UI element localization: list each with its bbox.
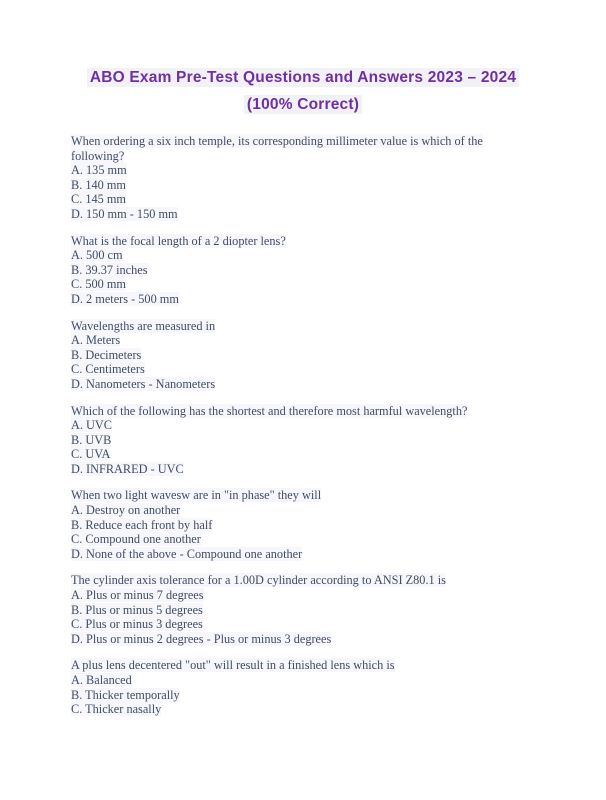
text-line <box>71 673 542 688</box>
text-line-content: C. Plus or minus 3 degrees <box>71 617 203 632</box>
text-line-content: Wavelengths are measured in <box>71 318 216 333</box>
text-line-content: A. Meters <box>71 333 121 348</box>
text-line-content: C. Thicker nasally <box>71 702 162 717</box>
text-line-content: A. Plus or minus 7 degrees <box>71 588 204 603</box>
text-line <box>71 433 542 448</box>
text-line-content: C. UVA <box>71 447 111 462</box>
text-line-content: B. Decimeters <box>71 347 142 362</box>
text-line <box>71 462 542 477</box>
text-line <box>71 149 542 164</box>
text-line <box>71 178 542 193</box>
page-title-line-1: ABO Exam Pre-Test Questions and Answers 2023 – 2024 <box>0 64 606 91</box>
text-line <box>71 277 542 292</box>
text-line <box>71 658 542 673</box>
text-line <box>71 447 542 462</box>
text-line <box>71 547 542 562</box>
page-title-line-2: (100% Correct) <box>0 91 606 118</box>
text-line-content: D. 2 meters - 500 mm <box>71 291 179 306</box>
text-line-content: D. Plus or minus 2 degrees - Plus or minus 3 degrees <box>71 631 332 646</box>
text-line <box>71 234 542 249</box>
text-line-content: following? <box>71 148 125 163</box>
text-line <box>71 488 542 503</box>
question-block <box>71 134 542 222</box>
text-line <box>71 418 542 433</box>
text-line-content: When two light wavesw are in "in phase" they will <box>71 488 322 503</box>
text-line <box>71 573 542 588</box>
text-line-content: A. 500 cm <box>71 248 123 263</box>
question-block <box>71 658 542 716</box>
text-line-content: B. Plus or minus 5 degrees <box>71 602 203 617</box>
text-line <box>71 333 542 348</box>
text-line-content: B. 140 mm <box>71 177 126 192</box>
text-line-content: C. Compound one another <box>71 532 201 547</box>
text-line <box>71 404 542 419</box>
text-line <box>71 348 542 363</box>
question-block <box>71 488 542 561</box>
text-line <box>71 207 542 222</box>
text-line-content: A. Balanced <box>71 673 132 687</box>
text-line <box>71 248 542 263</box>
text-line <box>71 263 542 278</box>
text-line-content: When ordering a six inch temple, its corresponding millimeter value is which of the <box>71 134 483 148</box>
text-line-content: D. INFRARED - UVC <box>71 461 184 476</box>
text-line-content: D. Nanometers - Nanometers <box>71 376 216 391</box>
text-line <box>71 532 542 547</box>
text-line <box>71 362 542 377</box>
text-line-content: C. Centimeters <box>71 362 145 377</box>
text-line-content: B. 39.37 inches <box>71 262 148 277</box>
text-line-content: A. UVC <box>71 418 112 433</box>
text-line-content: B. Reduce each front by half <box>71 517 213 532</box>
page-title <box>0 64 606 118</box>
text-line <box>71 377 542 392</box>
questions <box>71 134 542 717</box>
text-line <box>71 292 542 307</box>
text-line <box>71 319 542 334</box>
text-line-content: D. 150 mm - 150 mm <box>71 206 178 221</box>
text-line-content: B. UVB <box>71 432 112 447</box>
text-line-content: C. 145 mm <box>71 192 126 207</box>
text-line <box>71 192 542 207</box>
text-line-content: B. Thicker temporally <box>71 687 180 702</box>
text-line <box>71 603 542 618</box>
question-block <box>71 573 542 646</box>
question-block <box>71 234 542 307</box>
text-line-content: Which of the following has the shortest and therefore most harmful wavelength? <box>71 403 468 418</box>
text-line <box>71 518 542 533</box>
text-line-content: A plus lens decentered "out" will result in a finished lens which is <box>71 658 395 673</box>
question-block <box>71 319 542 392</box>
text-line-content: What is the focal length of a 2 diopter lens? <box>71 233 286 248</box>
text-line-content: The cylinder axis tolerance for a 1.00D cylinder according to ANSI Z80.1 is <box>71 573 446 588</box>
question-block <box>71 404 542 477</box>
text-line <box>71 617 542 632</box>
text-line <box>71 632 542 647</box>
text-line <box>71 688 542 703</box>
text-line-content: A. 135 mm <box>71 163 127 178</box>
text-line <box>71 163 542 178</box>
text-line-content: D. None of the above - Compound one another <box>71 546 303 561</box>
text-line-content: C. 500 mm <box>71 277 126 292</box>
text-line <box>71 588 542 603</box>
text-line <box>71 702 542 717</box>
text-line <box>71 503 542 518</box>
text-line-content: A. Destroy on another <box>71 503 181 518</box>
text-line <box>71 134 542 149</box>
